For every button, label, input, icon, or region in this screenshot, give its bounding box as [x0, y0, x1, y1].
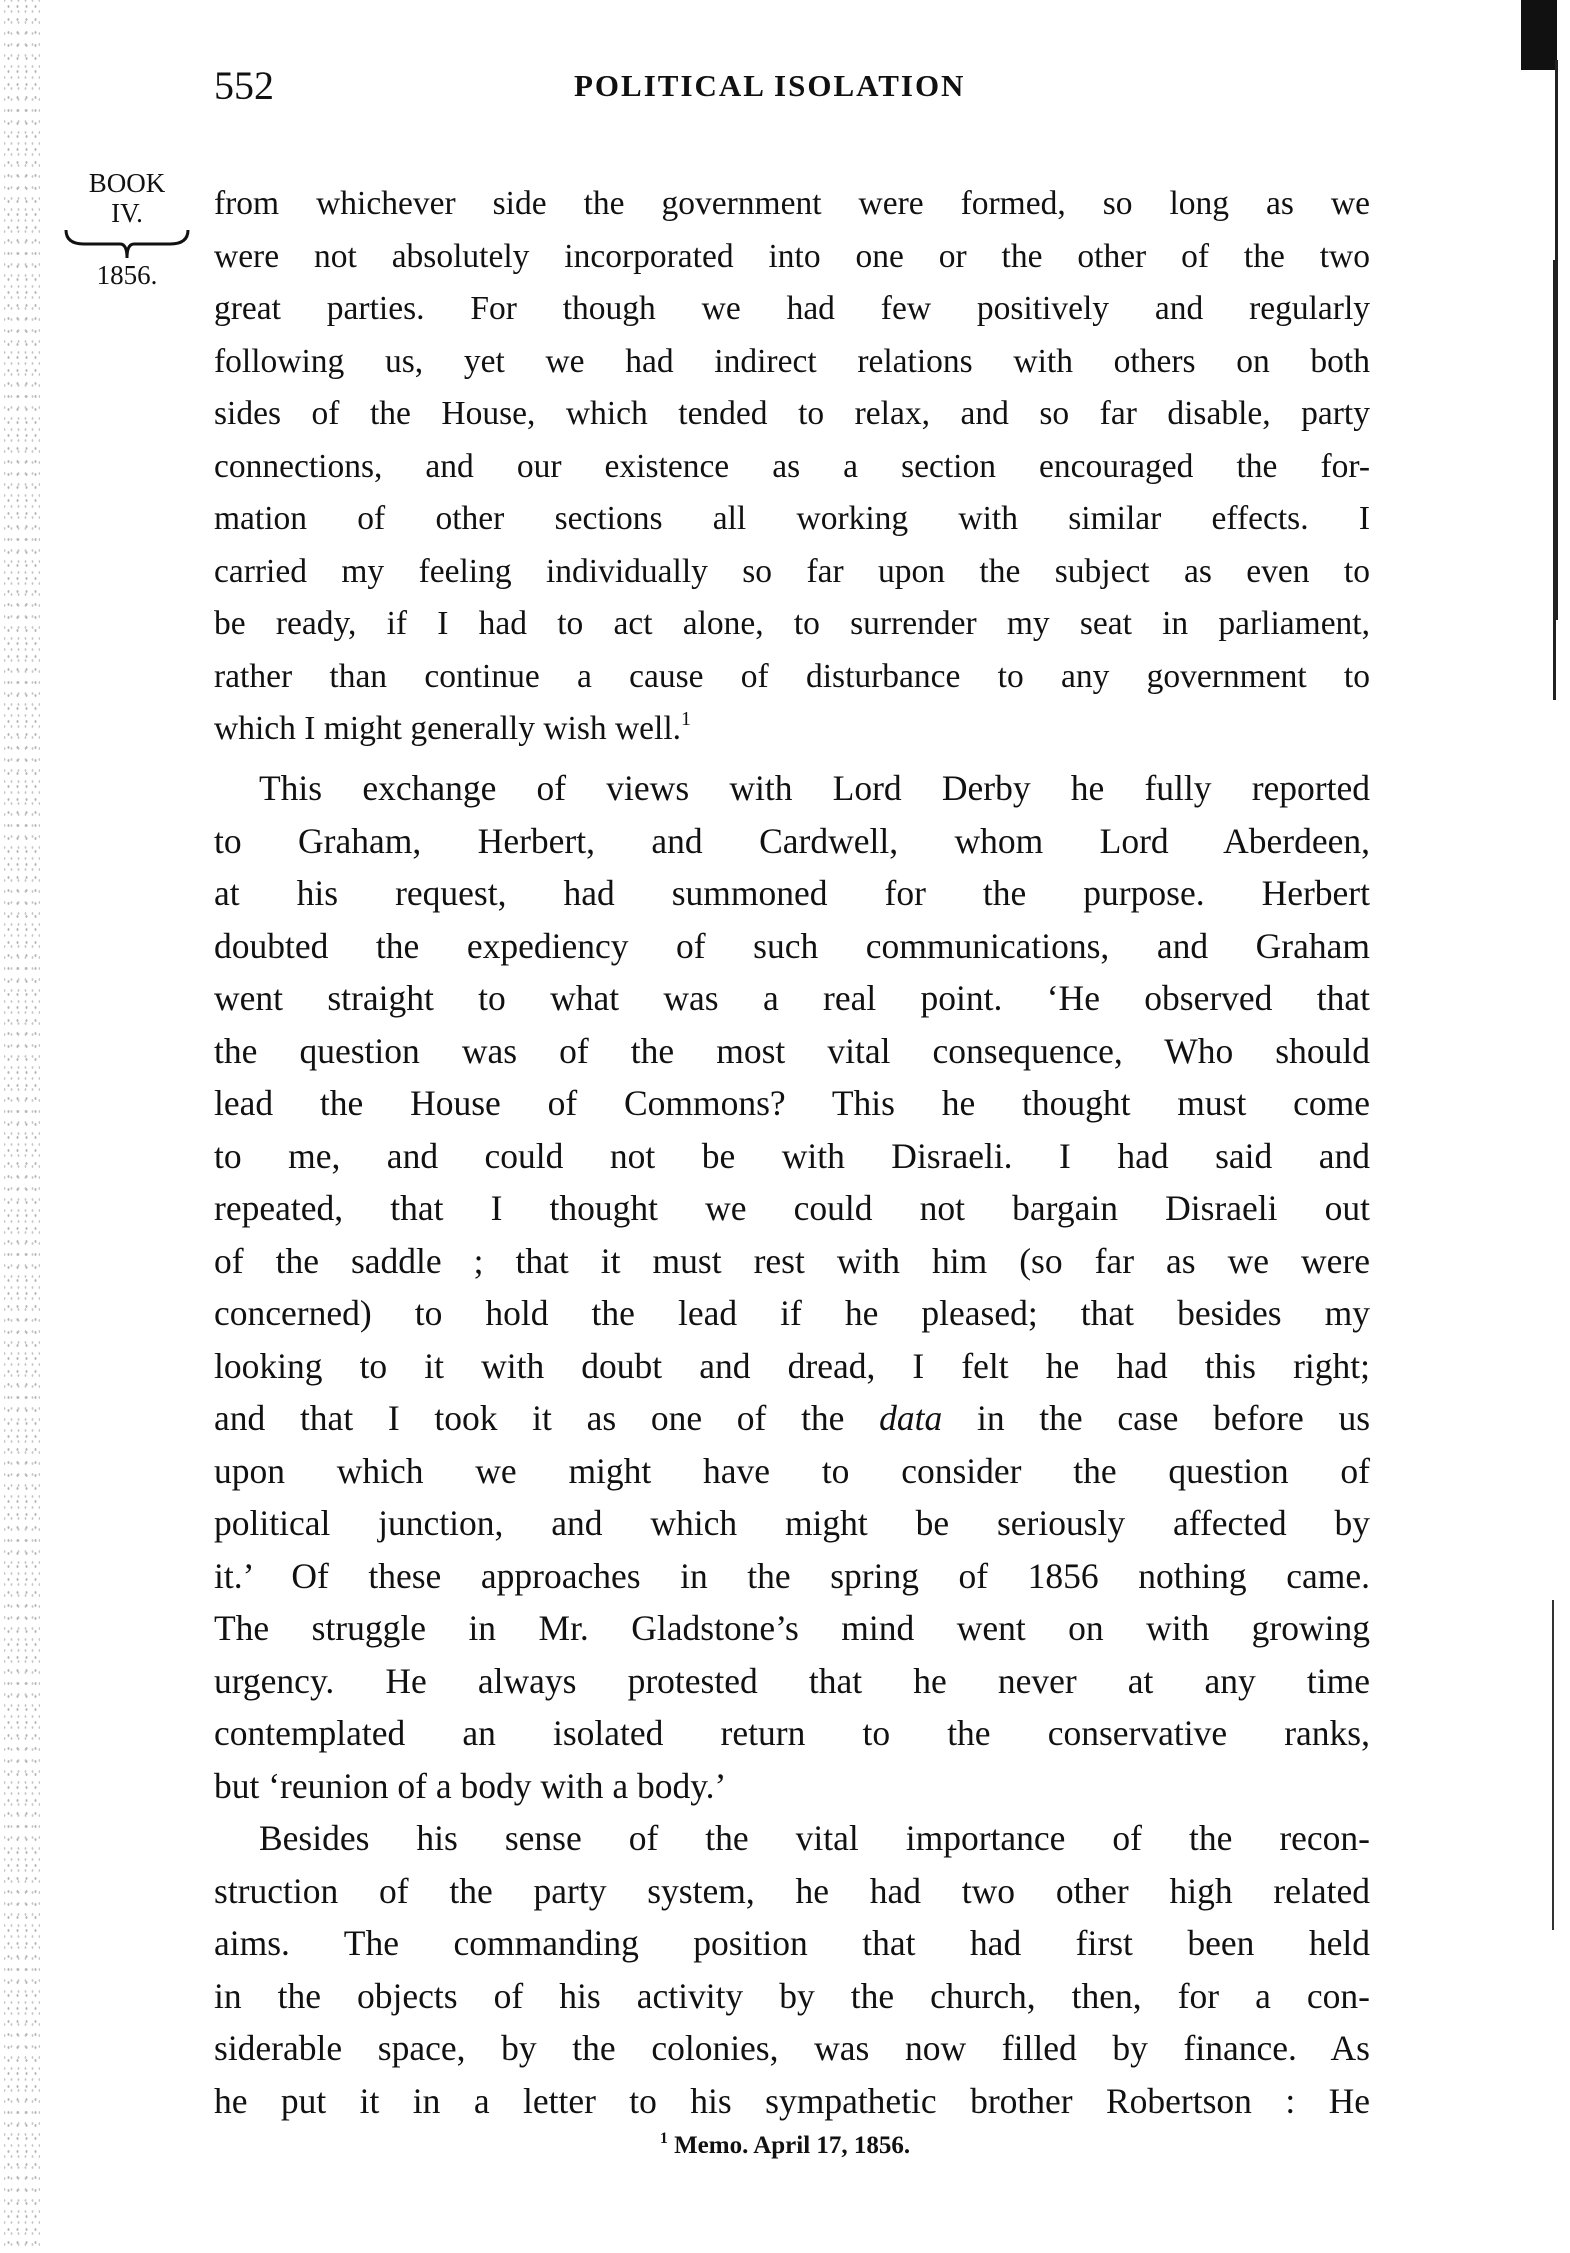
text-line: carried my feeling individually so far upon the subject as even to — [214, 552, 1370, 590]
text-line: repeated, that I thought we could not bargain Disraeli out — [214, 1188, 1370, 1228]
text-line: The struggle in Mr. Gladstone’s mind went on with growing — [214, 1608, 1370, 1648]
text-line: doubted the expediency of such communications, and Graham — [214, 925, 1370, 966]
text-line: upon which we might have to consider the question of — [214, 1450, 1370, 1491]
scan-edge-line — [1553, 260, 1556, 700]
text-line: to Graham, Herbert, and Cardwell, whom Lord Aberdeen, — [214, 820, 1370, 861]
text-line: be ready, if I had to act alone, to surrender my seat in parliament, — [214, 605, 1370, 642]
text-line: urgency. He always protested that he never at any time — [214, 1660, 1370, 1701]
paragraph-besides — [214, 1812, 1370, 2127]
text-line: rather than continue a cause of disturbance to any government to — [214, 657, 1370, 695]
text-line: sides of the House, which tended to relax, and so far disable, party — [214, 395, 1370, 432]
italic-term: data — [879, 1398, 943, 1438]
text-line: from whichever side the government were formed, so long as we — [214, 185, 1370, 222]
scan-edge-blot — [1521, 0, 1557, 70]
brace-icon — [62, 228, 192, 262]
margin-note — [62, 168, 192, 290]
text-line: of the saddle ; that it must rest with him (so far as we were — [214, 1240, 1370, 1281]
text-line: struction of the party system, he had two other high related — [214, 1870, 1370, 1911]
text-line: aims. The commanding position that had first been held — [214, 1923, 1370, 1963]
running-head — [214, 62, 1370, 112]
text-line: to me, and could not be with Disraeli. I had said and — [214, 1135, 1370, 1176]
text-line: great parties. For though we had few positively and regularly — [214, 290, 1370, 327]
running-title: POLITICAL ISOLATION — [574, 68, 966, 103]
text-line: at his request, had summoned for the purpose. Herbert — [214, 873, 1370, 913]
text-line: but ‘reunion of a body with a body.’ — [214, 1765, 727, 1806]
footnote-text: Memo. April 17, 1856. — [674, 2132, 911, 2159]
text-line: went straight to what was a real point. ‘He observed that — [214, 978, 1370, 1018]
text-fragment: in the case before us — [942, 1398, 1371, 1438]
text-line: looking to it with doubt and dread, I felt he had this right; — [214, 1345, 1370, 1386]
margin-year: 1856. — [96, 260, 158, 290]
text-line: siderable space, by the colonies, was now filled by finance. As — [214, 2028, 1370, 2068]
text-line: following us, yet we had indirect relations with others on both — [214, 342, 1370, 380]
text-line — [214, 703, 1370, 756]
text-line: Besides his sense of the vital importance of the recon- — [259, 1818, 1370, 1858]
text-line: This exchange of views with Lord Derby he fully reported — [259, 768, 1370, 808]
text-line: political junction, and which might be seriously affected by — [214, 1503, 1370, 1543]
text-line: it.’ Of these approaches in the spring of 1856 nothing came. — [214, 1555, 1370, 1596]
text-line: he put it in a letter to his sympathetic brother Robertson : He — [214, 2080, 1370, 2121]
text-line — [214, 1392, 1370, 1445]
scan-edge-line — [1552, 1600, 1554, 1930]
footnote-ref[interactable]: 1 — [681, 708, 692, 730]
text-line: contemplated an isolated return to the conservative ranks, — [214, 1713, 1370, 1753]
paragraph-memo-quote — [214, 178, 1370, 756]
text-line: concerned) to hold the lead if he pleased; that besides my — [214, 1293, 1370, 1333]
text-fragment: which I might generally wish well. — [214, 710, 682, 747]
page-number: 552 — [214, 63, 274, 108]
margin-volume: IV. — [111, 198, 143, 228]
scan-noise-left — [4, 0, 40, 2253]
text-fragment: and that I took it as one of the — [214, 1398, 880, 1438]
text-line: lead the House of Commons? This he thought must come — [214, 1083, 1370, 1123]
footnote-marker: 1 — [659, 2130, 668, 2147]
text-line: were not absolutely incorporated into one or the other of the two — [214, 237, 1370, 275]
text-line: the question was of the most vital consequence, Who should — [214, 1030, 1370, 1071]
footnote — [0, 2132, 1570, 2160]
paragraph-exchange — [214, 762, 1370, 1812]
text-line: in the objects of his activity by the church, then, for a con- — [214, 1975, 1370, 2016]
text-line: mation of other sections all working with similar effects. I — [214, 500, 1370, 537]
margin-book-label: BOOK — [88, 168, 166, 198]
text-line: connections, and our existence as a section encouraged the for- — [214, 447, 1370, 485]
